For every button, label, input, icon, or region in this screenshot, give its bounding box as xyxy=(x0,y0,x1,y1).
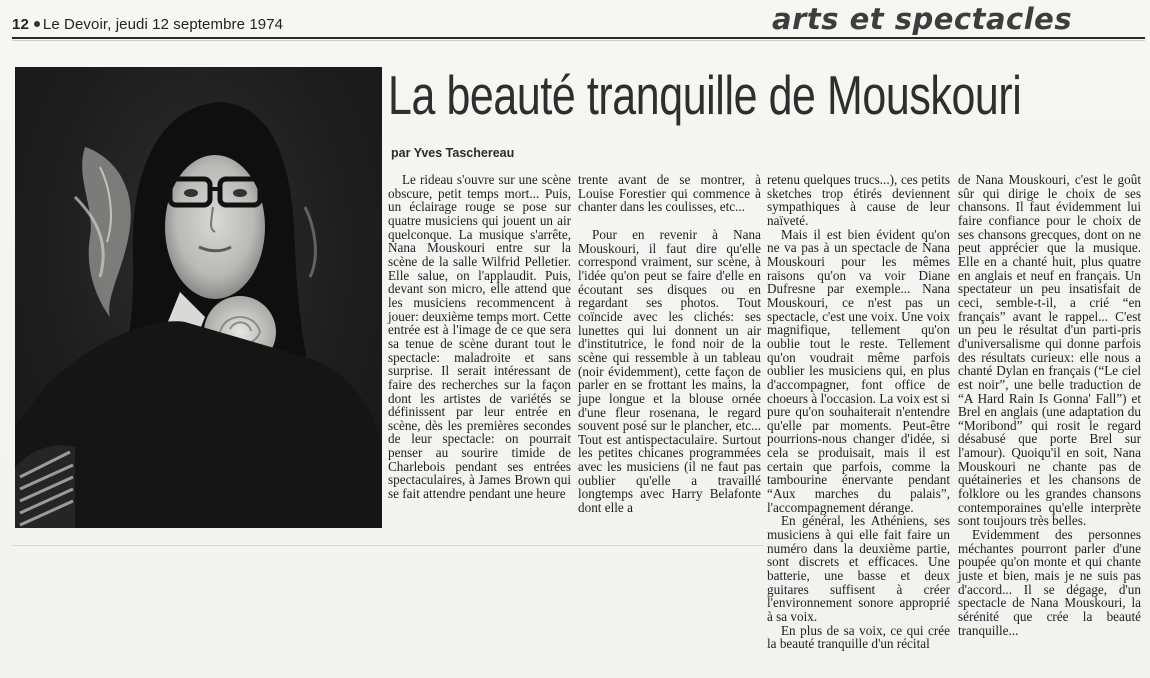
page-number: 12 xyxy=(12,16,29,33)
portrait-illustration-icon xyxy=(15,67,382,528)
paragraph: Mais il est bien évident qu'on ne va pas à un spectacle de Nana Mouskouri pour les mêmes raisons qu'on va voir Diane Dufresne par exemple... Nana Mouskouri, ce n'est pas un spectacle, c'est une voix. Une voix magnifique, tellement qu'on oublie tout le reste. Tellement qu'on voudrait même parfois oublier les musiciens qui, en plus d'accompagner, font office de choeurs à l'occasion. La voix est si pure qu'on souhaiterait n'entendre qu'elle par moments. Peut-être pourrions-nous changer d'idée, si cela se produisait, mais il est certain que parfois, comme la tambourine énervante pendant “Aux marches du palais”, l'accompagnement dérange. xyxy=(767,226,950,515)
paragraph: En général, les Athéniens, ses musiciens à qui elle fait faire un numéro dans la deuxième partie, sont discrets et efficaces. Une batterie, une basse et deux guitares suffisent à créer l'environnement sonore approprié à sa voix. xyxy=(767,513,950,624)
article-column-2 xyxy=(578,173,761,515)
paragraph: de Nana Mouskouri, c'est le goût sûr qui dirige le choix de ses chansons. Il faut évidemment lui faire confiance pour le choix de ses chansons grecques, dont on ne peut apprécier que la musique. Elle en a chanté huit, plus quatre en anglais et neuf en français. Un spectateur un peu insatisfait de ceci, semble-t-il, a crié “en français” avant le rappel... C'est un peu le résultat d'un parti-pris d'universalisme qui donne parfois des résultats curieux: elle nous a chanté Dylan en français (“Le ciel est noir”, une belle traduction de “A Hard Rain Is Gonna' Fall”) et Brel en anglais (une adaptation du “Moribond” qui rosit le regard désabusé que porte Brel sur l'amour). Quoiqu'il en soit, Nana Mouskouri ne chante pas de quétaineries et les chansons de folklore ou les grandes chansons contemporaines qu'elle interprète sont toujours très belles. xyxy=(958,172,1141,529)
page-folio xyxy=(12,16,283,33)
paper-and-date: Le Devoir, jeudi 12 septembre 1974 xyxy=(42,16,284,33)
article-column-3 xyxy=(767,173,950,651)
masthead-rule xyxy=(12,37,1145,39)
column-bottom-rule xyxy=(12,545,764,546)
paragraph: En plus de sa voix, ce qui crée la beauté tranquille d'un récital xyxy=(767,622,950,652)
masthead-rule-shadow xyxy=(12,40,1145,41)
paragraph: Evidemment des personnes méchantes pourront parler d'une poupée qu'on monte et qui chante juste et bien, mais je ne suis pas d'accord... Il se dégage, d'un spectacle de Nana Mouskouri, la sérénité que crée la beauté tranquille... xyxy=(958,527,1141,638)
headline: La beauté tranquille de Mouskouri xyxy=(388,64,1022,126)
article-column-1 xyxy=(388,173,571,501)
article-column-4 xyxy=(958,173,1141,637)
bullet-icon xyxy=(34,21,40,27)
paragraph: retenu quelques trucs...), ces petits sketches trop étirés deviennent sympathiques à cause de leur naïveté. xyxy=(767,172,950,228)
portrait-photo xyxy=(15,67,382,528)
paragraph: Pour en revenir à Nana Mouskouri, il faut dire qu'elle correspond vraiment, sur scène, à l'idée qu'on peut se faire d'elle en écoutant ses disques ou en regardant ses photos. Tout coïncide avec les clichés: ses lunettes qui lui donnent un air d'institutrice, le fond noir de la scène qui ressemble à un tableau (noir évidemment), cette façon de parler en se frottant les mains, la jupe longue et la blouse ornée d'une fleur rosenana, le regard souvent posé sur le plancher, etc... Tout est antispectaculaire. Surtout les petites chicanes programmées avec les musiciens (il ne faut pas oublier qu'elle a travaillé longtemps avec Harry Belafonte dont elle a xyxy=(578,226,761,516)
paragraph: Le rideau s'ouvre sur une scène obscure, petit temps mort... Puis, un éclairage rouge se pose sur quatre musiciens qui jouent un air quelconque. La musique s'arrête, Nana Mouskouri entre sur la scène de la salle Wilfrid Pelletier. Elle salue, on l'applaudit. Puis, devant son micro, elle attend que les musiciens recommencent à jouer: deuxième temps mort. Cette entrée est à l'image de ce que sera sa tenue de scène durant tout le spectacle: maladroite et sans surprise. Il serait intéressant de faire des recherches sur la façon dont les artistes de variétés se définissent par leur entrée en scène, dès les premières secondes de leur spectacle: on pourrait penser au sourire timide de Charlebois pendant ses entrées spectaculaires, à James Brown qui se fait attendre pendant une heure xyxy=(388,172,571,502)
section-title: arts et spectacles xyxy=(772,2,1073,36)
byline: par Yves Taschereau xyxy=(391,146,515,160)
paragraph: trente avant de se montrer, à Louise Forestier qui commence à chanter dans les coulisses, etc... xyxy=(578,172,761,215)
